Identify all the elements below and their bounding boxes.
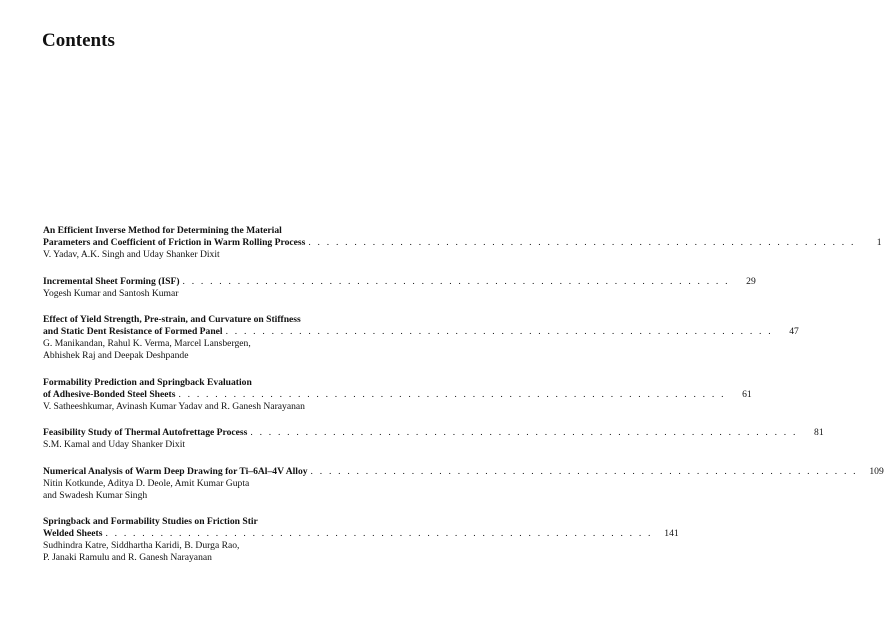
dot-leader: . . . . . . . . . . . . . . . . . . . . . . . . . . . . . . . . . . . . . . . . . . . . . . . . . . . . . . . . . . . . [250,427,798,438]
toc-entry[interactable] [43,427,824,451]
toc-entry-authors: Abhishek Raj and Deepak Deshpande [43,350,189,361]
toc-entry-authors: P. Janaki Ramulu and R. Ganesh Narayanan [43,552,212,563]
page-title: Contents [42,30,115,51]
toc-entry-title-line [43,314,423,326]
toc-entry-page-number: 47 [789,326,799,337]
dot-leader: . . . . . . . . . . . . . . . . . . . . . . . . . . . . . . . . . . . . . . . . . . . . . . . . . . . . . . . . . . . . [182,275,730,287]
toc-entry-title: of Adhesive-Bonded Steel Sheets [43,388,176,400]
toc-entry-authors: V. Satheeshkumar, Avinash Kumar Yadav and R. Ganesh Narayanan [43,400,305,412]
toc-entry-title: Formability Prediction and Springback Evaluation [43,376,252,388]
toc-entry-authors: S.M. Kamal and Uday Shanker Dixit [43,439,186,450]
toc-entry-authors: G. Manikandan, Rahul K. Verma, Marcel Lansbergen, [43,338,251,349]
toc-entry-title-line [43,388,752,401]
toc-entry-page-number: 61 [742,388,752,400]
toc-entry-title: Numerical Analysis of Warm Deep Drawing for Ti–6Al–4V Alloy [43,465,308,477]
toc-entry-title-line [43,377,423,389]
toc-entry-authors: Nitin Kotkunde, Aditya D. Deole, Amit Kumar Gupta [43,477,250,489]
toc-entry-title: Springback and Formability Studies on Friction Stir [43,516,258,527]
toc-entry-page-number: 29 [746,275,756,287]
toc-entry-title: Welded Sheets [43,528,103,539]
toc-entry-title-line [43,275,756,288]
toc-entry-title-line [43,427,824,439]
toc-entry[interactable] [43,314,799,362]
dot-leader: . . . . . . . . . . . . . . . . . . . . . . . . . . . . . . . . . . . . . . . . . . . . . . . . . . . . . . . . . . . . [310,465,858,477]
dot-leader: . . . . . . . . . . . . . . . . . . . . . . . . . . . . . . . . . . . . . . . . . . . . . . . . . . . . . . . . . . . . [308,237,856,248]
toc-entry-title: An Efficient Inverse Method for Determining the Material [43,225,282,236]
dot-leader: . . . . . . . . . . . . . . . . . . . . . . . . . . . . . . . . . . . . . . . . . . . . . . . . . . . . . . . . . . . . [178,388,726,400]
toc-entry-title-line [43,516,423,528]
toc-entry[interactable] [43,225,882,261]
toc-entry-title-line [43,225,423,237]
toc-entry-page-number: 109 [869,465,884,477]
toc-entry-title: Incremental Sheet Forming (ISF) [43,275,180,287]
toc-entry[interactable] [43,376,752,413]
toc-entry-title-line [43,528,679,540]
toc-entry-authors: Sudhindra Katre, Siddhartha Karidi, B. Durga Rao, [43,540,240,551]
toc-entry-title: Effect of Yield Strength, Pre-strain, and Curvature on Stiffness [43,314,301,325]
dot-leader: . . . . . . . . . . . . . . . . . . . . . . . . . . . . . . . . . . . . . . . . . . . . . . . . . . . . . . . . . . . . [225,326,773,337]
toc-entry-title-line [43,237,882,249]
toc-entry-title: Parameters and Coefficient of Friction in Warm Rolling Process [43,237,306,248]
dot-leader: . . . . . . . . . . . . . . . . . . . . . . . . . . . . . . . . . . . . . . . . . . . . . . . . . . . . . . . . . . . . [105,528,653,539]
toc-entry-title: and Static Dent Resistance of Formed Panel [43,326,223,337]
toc-entry-title: Feasibility Study of Thermal Autofrettage Process [43,427,248,438]
toc-entry[interactable] [43,516,679,564]
toc-entry-title-line [43,326,799,338]
toc-entry-title-line [43,465,884,478]
toc-entry[interactable] [43,465,884,502]
toc-entry-authors: and Swadesh Kumar Singh [43,489,148,501]
toc-entry-authors: V. Yadav, A.K. Singh and Uday Shanker Dixit [43,249,220,260]
toc-entry-page-number: 1 [876,237,882,248]
toc-entry-page-number: 141 [664,528,679,539]
toc-entry-page-number: 81 [814,427,824,438]
table-of-contents [43,225,884,579]
toc-entry-authors: Yogesh Kumar and Santosh Kumar [43,287,179,299]
toc-entry[interactable] [43,275,756,300]
